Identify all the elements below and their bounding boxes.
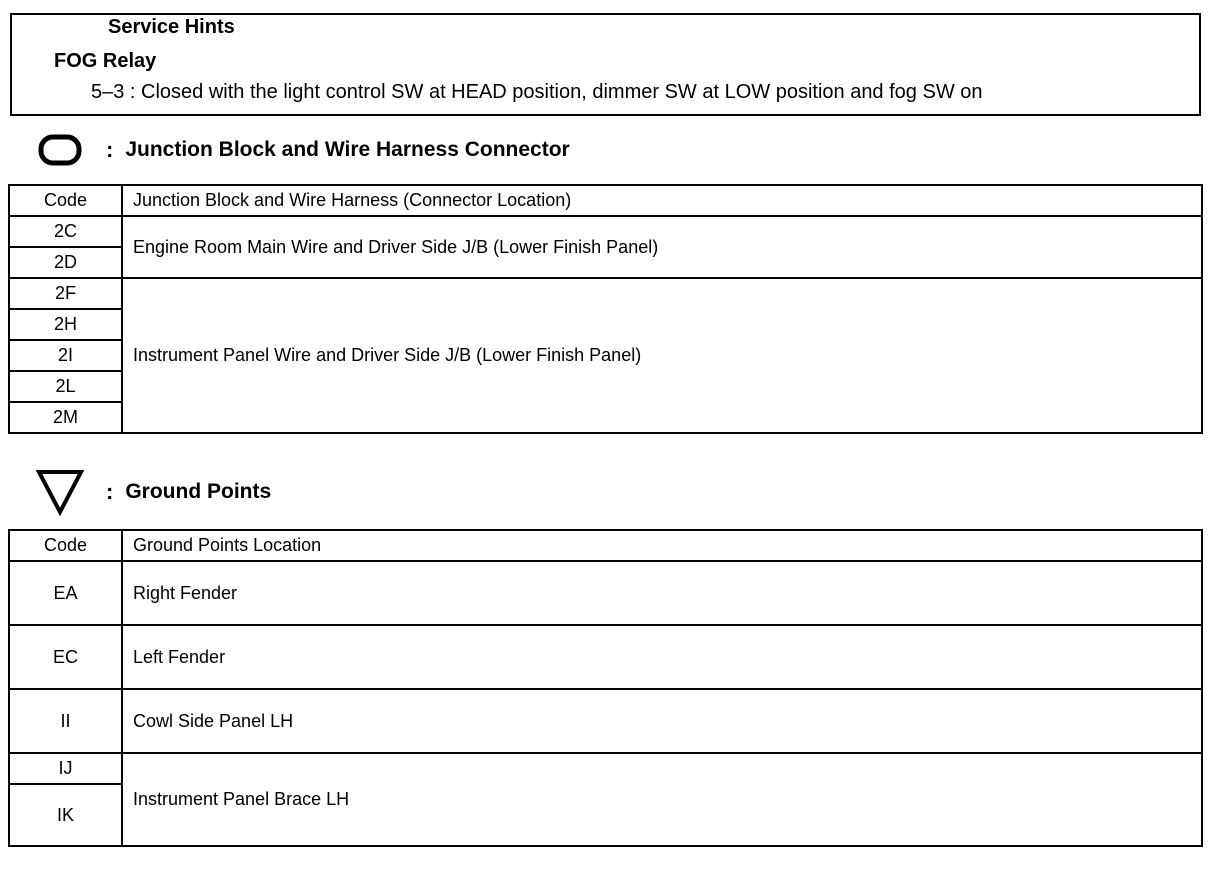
code-cell: 2H (9, 309, 122, 340)
location-cell: Cowl Side Panel LH (122, 689, 1202, 753)
column-header-code: Code (9, 185, 122, 216)
code-cell: II (9, 689, 122, 753)
ground-section-heading (30, 472, 271, 512)
column-header-location: Junction Block and Wire Harness (Connector Location) (122, 185, 1202, 216)
code-cell: 2M (9, 402, 122, 433)
junction-colon: : (106, 137, 114, 162)
code-cell: EA (9, 561, 122, 625)
junction-section-heading (30, 130, 570, 170)
service-hints-box (10, 13, 1201, 116)
ground-section-label: Ground Points (125, 480, 272, 503)
table-row (9, 561, 1202, 625)
code-cell: 2C (9, 216, 122, 247)
table-row (9, 753, 1202, 784)
column-header-code: Code (9, 530, 122, 561)
location-cell: Instrument Panel Brace LH (122, 753, 1202, 846)
location-cell: Left Fender (122, 625, 1202, 689)
table-header-row (9, 185, 1202, 216)
ground-colon: : (106, 479, 114, 504)
ground-points-table (8, 529, 1203, 847)
code-cell: 2D (9, 247, 122, 278)
table-row (9, 278, 1202, 309)
code-cell: 2I (9, 340, 122, 371)
down-triangle-icon (30, 468, 90, 516)
table-header-row (9, 530, 1202, 561)
code-cell: 2L (9, 371, 122, 402)
table-row (9, 689, 1202, 753)
code-cell: 2F (9, 278, 122, 309)
service-hints-title: Service Hints (96, 16, 247, 38)
code-cell: IJ (9, 753, 122, 784)
hint-item-title: FOG Relay (54, 50, 157, 72)
rounded-rectangle-icon (30, 134, 90, 166)
column-header-location: Ground Points Location (122, 530, 1202, 561)
location-cell: Right Fender (122, 561, 1202, 625)
junction-table (8, 184, 1203, 434)
location-cell: Engine Room Main Wire and Driver Side J/B (Lower Finish Panel) (122, 216, 1202, 278)
hint-item-line: 5–3 : Closed with the light control SW at HEAD position, dimmer SW at LOW position and fog SW on (91, 81, 983, 103)
code-cell: IK (9, 784, 122, 846)
location-cell: Instrument Panel Wire and Driver Side J/B (Lower Finish Panel) (122, 278, 1202, 433)
table-row (9, 216, 1202, 247)
junction-section-label: Junction Block and Wire Harness Connector (125, 138, 570, 161)
table-row (9, 625, 1202, 689)
code-cell: EC (9, 625, 122, 689)
